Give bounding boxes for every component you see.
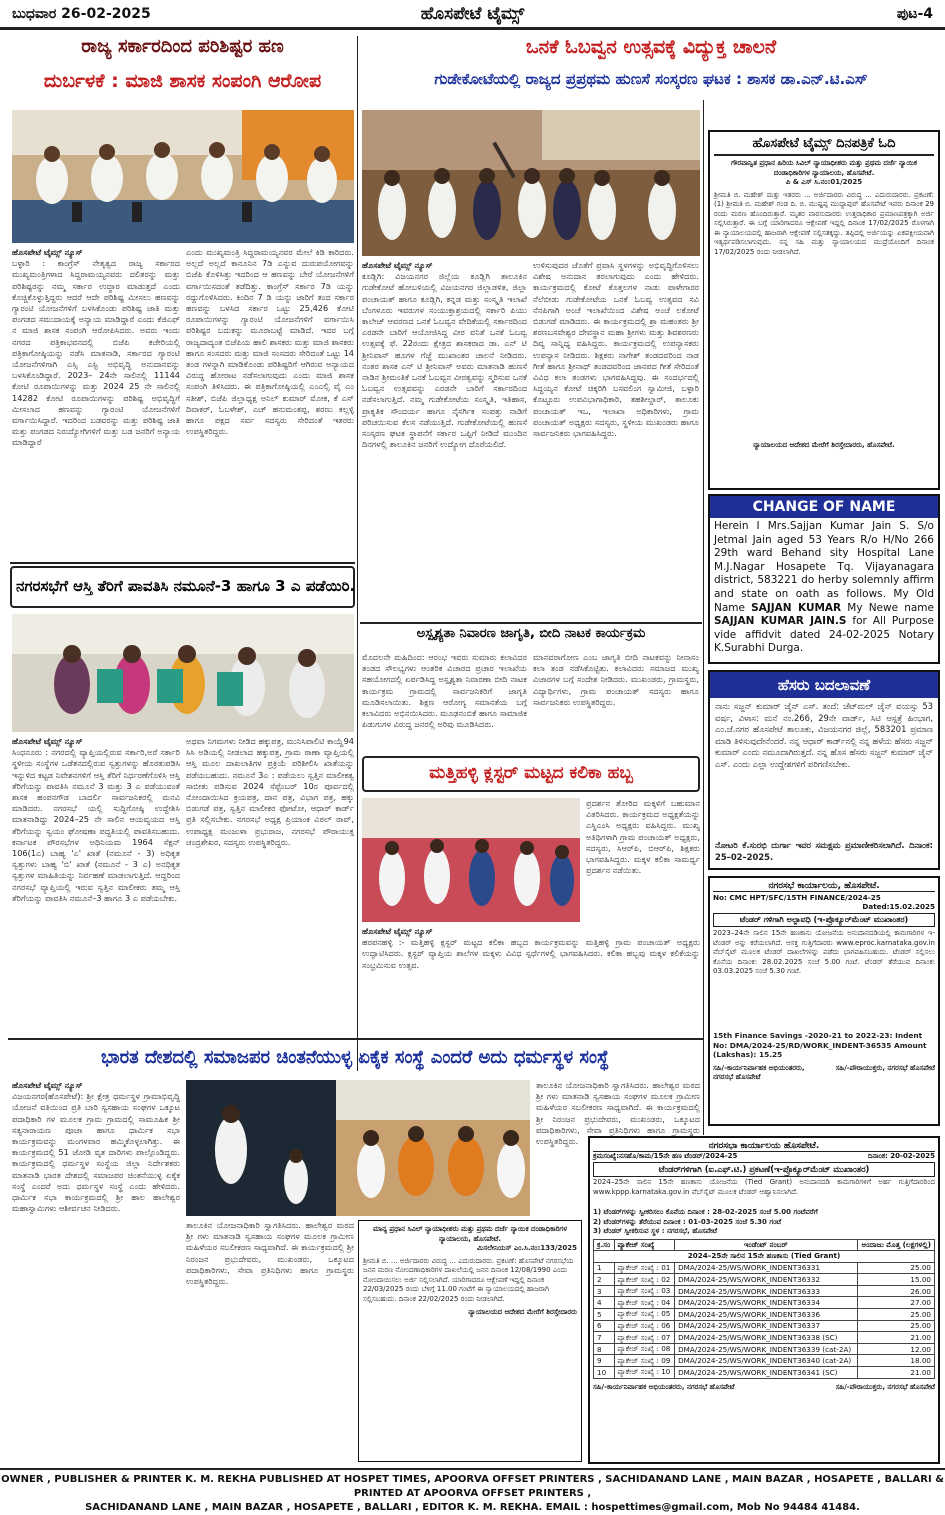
cell-no: 2 [594, 1274, 615, 1286]
court-notice-bottom [358, 1220, 582, 1462]
change-of-name-en [708, 494, 940, 664]
tender1-dated: Dated:15.02.2025 [862, 902, 935, 911]
old-name-trailer: My [847, 601, 863, 614]
story1-text-col1: ಬಳ್ಳಾರಿ : ಕಾಂಗ್ರೆಸ್ ನೇತೃತ್ವದ ರಾಜ್ಯ ಸರ್ಕಾರದ ಮುಖ್ಯಮಂತ್ರಿಗಳಾದ ಸಿದ್ದರಾಮಯ್ಯನವರು ದಲಿತರನ್ನು ಮತ್ತು ಪರಿಶಿಷ್ಟರನ್ನು ನಮ್ಮ ಸರ್ಕಾರ ಉದ್ಧಾರ ಮಾಡುತ್ತದೆ ಎಂದು ಕೊಚ್ಚಿಕೊಳ್ಳುತ್ತಿದ್ದರು ಆದರೆ ಆದೇ ಪರಿಶಿಷ್ಟ ಮೀಸಲು ಹಣವನ್ನು ಗ್ಯಾರಂಟಿ ಯೋಜನೆಗಳಿಗೆ ಬಳಸಿಕೊಂಡು ಪರಿಶಿಷ್ಟ ಜಾತಿ ಮತ್ತು ಪಂಗಡದ ಸಮುದಾಯಕ್ಕೆ ಅನ್ಯಾಯ ಮಾಡಿದ್ದಾರೆ ಎಂದು ಕೆಜಿಎಫ್ ನ ಮಾಜಿ ಶಾಸಕ ಸಂಪಂಗಿ ಆರೋಪಿಸಿದರು. ಅವರು ಇಂದು ನಗರದ ಪತ್ರಿಕಾಭವನದಲ್ಲಿ ಬಿಜೆಪಿ ಕಚೇರಿಯಲ್ಲಿ ಪತ್ರಿಕಾಗೋಷ್ಠಿಯನ್ನು ನಡೆಸಿ ಮಾತನಾಡಿ, ಸರ್ಕಾರದ ಗ್ಯಾರಂಟಿ ಯೋಜನೆಗಳಿಗಾಗಿ ಎಸ್ಸಿ ಎಸ್ಟಿ ಅಭಿವೃದ್ಧಿ ಅನುದಾನವನ್ನು ಬಳಸಿಕೊಂಡಿದ್ದಾರೆ. 2023– 24ನೇ ಸಾಲಿನಲ್ಲಿ 11144 ಕೋಟಿ ರೂಪಾಯಿಗಳನ್ನು ಮತ್ತು 2024 25 ನೇ ಸಾಲಿನಲ್ಲಿ 14282 ಕೋಟಿ ರೂಪಾಯಿಗಳನ್ನು ಪರಿಶಿಷ್ಟ ಅಭಿವೃದ್ಧಿಗೆ ಮೀಸಲಾದ ಹಣವನ್ನು ಗ್ಯಾರಂಟಿ ಯೋಜನೆಗಳಿಗೆ ವರ್ಗಾಯಿಸಿದ್ದಾರೆ. ಇದರಿಂದ ಬಡವರನ್ನು ಮತ್ತು ಪರಿಶಿಷ್ಟ ಜಾತಿ ಮತ್ತು ಪಂಗಡದ ನಿರುದ್ಯೋಗಿಗಳಿಗೆ ಮತ್ತು ಬಡ ಜನರಿಗೆ ಅನ್ಯಾಯ ಮಾಡಿದ್ದಾರೆ [12, 258, 180, 448]
story6-headline: ಭಾರತ ದೇಶದಲ್ಲಿ ಸಮಾಜಪರ ಚಿಂತನೆಯುಳ್ಳ ಏಕೈಕ ಸಂಸ್ಥೆ ಎಂದರೆ ಅದು ಧರ್ಮಸ್ಥಳ ಸಂಸ್ಥೆ [100, 1047, 610, 1068]
section-rule [8, 1038, 703, 1040]
cell-indent: DMA/2024-25/WS/WORK_INDENT36334 [675, 1297, 857, 1309]
story2-text-col2: ಉಳಿಸುವುದರ ಜೊತೆಗೆ ಪ್ರವಾಸಿ ಸ್ಥಳಗಳನ್ನು ಅಭಿವೃದ್ಧಿಗೊಳಿಸಲು ವಿಶೇಷ ಅನುದಾನ ತರಲಾಗುವುದು ಎಂದು ಹೇಳಿದರು. ಕಾರ್ಯಕ್ರಮದಲ್ಲಿ ಕೋಟೆ ಕೊತ್ತಲಗಳ ನಾಡು ಪಾಳೇಗಾರರ ನೆಲೆಬೀಡು ಗುಡೇಕೋಟೆಯ ಒನಕೆ ಓಬವ್ವ ಉತ್ಸವದ ಸವಿ ನೆನಪಿಗಾಗಿ ಅಂಚೆ ಇಲಾಖೆಯಿಂದ ವಿಶೇಷ ಅಂಚೆ ಲಕೋಟೆ ಬಿಡುಗಡೆ ಮಾಡಿದರು. ಈ ಕಾರ್ಯಕ್ರಮದಲ್ಲಿ ಶ್ರಾ ಮಹಂತರು ಶ್ರೀ ಶರಣಬಸವೇಶ್ವರ ದೇವಸ್ಥಾನ ಮಹಾ ಶ್ರೀಗಳು ಮತ್ತು ಶಿವಶರಣರು ದಿವ್ಯ ಸಾನ್ನಿಧ್ಯ ವಹಿಸಿದ್ದರು. ಕಾರ್ಯಕ್ರಮದಲ್ಲಿ ಉಪನ್ಯಾಸಕರು ಉಪನ್ಯಾಸ ನೀಡಿದರು. ಶಿಕ್ಷಕರು ನಾಗೇಶ್ ತಂಡದವರಿಂದ ನಾಡ ಗೀತೆ ಹಾಗೂ ಶ್ರೀನಾಥ್ ತಂಡದವರಿಂದ ಜಾನಪದ ಗೀತೆ ಸೇರಿದಂತೆ ವಿವಿಧ ಕಲಾ ತಂಡಗಳು ಭಾಗವಹಿಸಿದ್ದವು. ಈ ಸಂದರ್ಭದಲ್ಲಿ ಸಿದ್ಧಯ್ಯನ ಕೋಟೆ ಚಿಕ್ಕರಿಗಿ ಬಸವಲಿಂಗ ಸ್ವಾಮೀಜಿ, ಬಳ್ಳಾರಿ ಕೊಟ್ಟೂರು ಉಪವಿಭಾಗಾಧಿಕಾರಿ, ತಹಶೀಲ್ದಾರ್, ತಾಲೂಕು ಪಂಚಾಯತ್ ಇಒ, ಇಲಾಖಾ ಅಧಿಕಾರಿಗಳು, ಗ್ರಾಮ ಪಂಚಾಯತ್ ಅಧ್ಯಕ್ಷರು ಸದಸ್ಯರು, ಸ್ಥಳೀಯ ಮುಖಂಡರು ಹಾಗೂ ಸಾರ್ವಜನಿಕರು ಭಾಗವಹಿಸಿದ್ದರು. [533, 260, 699, 439]
old-name-label: My Old Name [714, 587, 934, 614]
court-notice-bottom-sign: ನ್ಯಾಯಾಲಯದ ಆದೇಶದ ಮೇರೆಗೆ ಶಿರಸ್ತೇದಾರರು [468, 1308, 577, 1316]
story6-body-col2-top [536, 1080, 700, 1147]
story6-photo [186, 1080, 530, 1216]
story4-text-col1: ಮೊದಲನೇ ಮಹಿದಿಂದ: ಆರಂಭ ಇವರು ಸುಮಾರು ಕಲಾವಿದರ ತಂಡದ ಸೌಲಭ್ಯಗಳು ಆಂತರಿಕ ವಿಚಾರದ ಪ್ರಚಾರ ಇಲಾಖೆಯ ಸಹಯೋಗದಲ್ಲಿ ಏರ್ಪಡಿಸಿದ್ದ ಅಸ್ಪೃಶ್ಯತಾ ನಿವಾರಣಾ ಬೀದಿ ನಾಟಕ ಕಾರ್ಯಕ್ರಮ ಗ್ರಾಮದಲ್ಲಿ ಸಾರ್ವಜನಿಕರಿಗೆ ಜಾಗೃತಿ ಮೂಡಿಸಲಾಯಿತು. ಶಿಕ್ಷಣ ಆರೋಗ್ಯ ಸಮಾನತೆಯ ಬಗ್ಗೆ ಕಲಾವಿದರು ಅಭಿನಯಿಸಿದರು. ಮೂಢನಂಬಿಕೆ ಹಾಗೂ ಸಾಮಾಜಿಕ ಪಿಡುಗುಗಳ ವಿರುದ್ಧ ಜನರಲ್ಲಿ ಅರಿವು ಮೂಡಿಸಿದರು. [362, 652, 527, 730]
cell-no: 3 [594, 1285, 615, 1297]
cell-package: ಪ್ಯಾಕೇಜ್ ಸಂಖ್ಯೆ : 06 [614, 1320, 675, 1332]
tender2-date-3: 3) ಟೆಂಡರ್ ಸ್ವೀಕರಿಸುವ ಸ್ಥಳ : ನಗರಸಭೆ, ಹೊಸಪೇಟೆ [593, 1227, 718, 1235]
tender2-office: ನಗರಸಭಾ ಕಾರ್ಯಾಲಯ ಹೊಸಪೇಟೆ. [593, 1141, 935, 1152]
cell-package: ಪ್ಯಾಕೇಜ್ ಸಂಖ್ಯೆ : 03 [614, 1285, 675, 1297]
cell-indent: DMA/2024-25/WS/WORK_INDENT36338 (SC) [675, 1332, 857, 1344]
story6-body-col3 [186, 1220, 354, 1462]
header-no: ಕ್ರ.ಸಂ [594, 1239, 615, 1251]
tender-notice-1 [708, 876, 940, 1126]
section-rule [10, 562, 355, 564]
story5-text-right: ಪ್ರದರ್ಶನ ತೋರಿದ ಮಕ್ಕಳಿಗೆ ಬಹುಮಾನ ವಿತರಿಸಿದರು. ಕಾರ್ಯಕ್ರಮದ ಅಧ್ಯಕ್ಷತೆಯನ್ನು ಎಸ್ಡಿಎಂಸಿ ಅಧ್ಯಕ್ಷರು ವಹಿಸಿದ್ದರು. ಮುಖ್ಯ ಅತಿಥಿಗಳಾಗಿ ಗ್ರಾಮ ಪಂಚಾಯತ್ ಅಧ್ಯಕ್ಷರು, ಸದಸ್ಯರು, ಸಿಆರ್‌ಪಿ, ಬಿಆರ್‌ಪಿ, ಶಿಕ್ಷಕರು ಭಾಗವಹಿಸಿದ್ದರು. ಮಕ್ಕಳ ಕಲಿಕಾ ಸಾಮರ್ಥ್ಯ ಪ್ರದರ್ಶನ ನಡೆಯಿತು. [586, 798, 700, 876]
cell-amount: 25.00 [857, 1309, 935, 1321]
story2-photo [362, 110, 700, 256]
story1-body-col1 [12, 247, 180, 559]
story3-dateline: ಹೊಸಪೇಟೆ ಟೈಮ್ಸ್ ನ್ಯೂಸ್ [12, 736, 83, 746]
cell-amount: 21.00 [857, 1332, 935, 1344]
story3-body-col1 [12, 736, 180, 1036]
change-of-name-en-text: Herein I Mrs.Sajjan Kumar Jain S. S/o Jetmal Jain aged 53 Years R/o H/No 266 29th ward Behand sity Hospital Lane M.J.Nagar Hosapete Tq. Vijayanagara district, 583221 do herby solemnly affirm and state on oath as follows. [714, 520, 934, 600]
tender2-dated: ದಿನಾಂಕ: 20-02-2025 [867, 1152, 935, 1160]
cell-amount: 12.00 [857, 1343, 935, 1355]
tender2-sign-left: ಸಹಿ/-ಕಾರ್ಯನಿರ್ವಾಹಕ ಅಭಿಯಂತರರು, ನಗರಸಭೆ ಹೊಸಪೇಟೆ [593, 1382, 735, 1391]
imprint-footer [0, 1468, 945, 1513]
page-number: ಪುಟ-4 [896, 6, 933, 22]
story5-photo [362, 798, 580, 922]
group-label: 2024–25ನೇ ಸಾಲಿನ 15ನೇ ಹಣಕಾಸು (Tied Grant) [594, 1251, 935, 1263]
court-notice-top-body: ಶ್ರೀಮತಿ ಬಿ. ಮಹೇಶ್ ಮತ್ತು ಇತರರು ... ಅರ್ಜಿದಾರರು ವಿರುದ್ಧ ... ಎದುರುದಾರರು. ಪ್ರಕಟಣೆ: (1) ಶ್ರೀಮತಿ ಬಿ. ಮಹೇಶ್ ಗಂಡ ದಿ. ಬಿ. ಮುಷ್ಟಪ್ಪ ಮುದ್ದಾಪುರ್ ಹೊಸಪೇಟೆ ಇವರು ದಿನಾಂಕ 29 ರಂದು ಮರಣ ಹೊಂದಿರುತ್ತಾರೆ. ಮೃತರ ವಾರಸುದಾರರು ಉತ್ತರಾಧಿಕಾರ ಪ್ರಮಾಣಪತ್ರಕ್ಕಾಗಿ ಅರ್ಜಿ ಸಲ್ಲಿಸಿರುತ್ತಾರೆ. ಈ ಬಗ್ಗೆ ಯಾರಿಗಾದರೂ ಆಕ್ಷೇಪಣೆ ಇದ್ದಲ್ಲಿ ದಿನಾಂಕ 17/02/2025 ರೊಳಗಾಗಿ ಈ ನ್ಯಾಯಾಲಯದಲ್ಲಿ ಹಾಜರಾಗಿ ಆಕ್ಷೇಪಣೆ ಸಲ್ಲಿಸತಕ್ಕದ್ದು. ತಪ್ಪಿದಲ್ಲಿ ಅರ್ಜಿಯನ್ನು ಏಕಪಕ್ಷೀಯವಾಗಿ ಇತ್ಯರ್ಥಪಡಿಸಲಾಗುವುದು. ನನ್ನ ಸಹಿ ಮತ್ತು ನ್ಯಾಯಾಲಯದ ಮುದ್ರೆಯೊಂದಿಗೆ ದಿನಾಂಕ 17/02/2025 ರಂದು ನೀಡಲಾಗಿದೆ. [714, 190, 934, 256]
imprint-line1: OWNER , PUBLISHER & PRINTER K. M. REKHA PUBLISHED AT HOSPET TIMES, APOORVA OFFSET PRINTERS , SACHIDANAND LANE , MAIN BAZAR , HOSAPETE , BALLARI & PRINTED AT APOORVA OFFSET PRINTERS , [1, 1474, 944, 1499]
story5-headline: ಮತ್ತಿಹಳ್ಳಿ ಕ್ಲಸ್ಟರ್ ಮಟ್ಟದ ಕಲಿಕಾ ಹಬ್ಬ [362, 756, 700, 792]
table-row [594, 1355, 935, 1367]
tender1-ref-row [713, 893, 935, 902]
cell-indent: DMA/2024-25/WS/WORK_INDENT36333 [675, 1285, 857, 1297]
story1-text-col2: ಎಂದು ಮುಖ್ಯಮಂತ್ರಿ ಸಿದ್ದರಾಮಯ್ಯನವರ ಮೇಲೆ ಕಿಡಿ ಕಾರಿದರು. ಅಲ್ಲದೆ ಅಲ್ಲದೆ ಕಾನೂನಿನ 7ಡಿ ಎನ್ನುವ ದುರುಪಯೋಗವನ್ನು ಬಿಜೆಪಿ ಕೊಳಿಸಿತ್ತು ಇದರಿಂದ ಆ ಹಣವನ್ನು ಬೇರೆ ಯೋಜನೆಗಳಿಗೆ ವರ್ಗಾಯಿಸದಂತೆ ತಡೆದಿತ್ತು. ಕಾಂಗ್ರೆಸ್ ಸರ್ಕಾರ 7ಡಿ ಯನ್ನು ರದ್ದುಗೊಳಿಸಿದರು. ಕಿಂದಿನ 7 ಡಿ ಯನ್ನು ಜಾರಿಗೆ ತಂದ ಸರ್ಕಾರ ಹಣವನ್ನು ಬಳಸಿದ ಸರ್ಕಾರ ಒಟ್ಟು 25,426 ಕೋಟಿ ರೂಪಾಯಿಗಳನ್ನು ಗ್ಯಾರಂಟಿ ಯೋಜನೆಗಳಿಗೆ ವರ್ಗಾಯಿಸಿ ಪರಿಶಿಷ್ಟರ ಬದುಕನ್ನು ಮೂರಾಬಟ್ಟೆ ಮಾಡಿದೆ. ಇದರ ಬಗ್ಗೆ ರಾಜ್ಯದಾದ್ಯಂತ ಬಿಜೆಪಿಯ ಹಾಲಿ ಶಾಸಕರು ಮತ್ತು ಮಾಜಿ ಶಾಸಕರು ಹಾಗೂ ಸಂಸದರು ಮತ್ತು ಮಾಜಿ ಸಂಸದರು ಸೇರಿದಂತೆ ಒಟ್ಟು 14 ತಂಡ ಗಳನ್ನಾಗಿ ಮಾಡಿಕೊಂಡು ಪರಿಶಿಷ್ಟರಿಗೆ ಆಗಿರುವ ಅನ್ಯಾಯದ ವಿರುದ್ಧ ಹೋರಾಟ ನಡೆಸಲಾಗುವುದು ಎಂದು ಮಾಜಿ ಶಾಸಕ ಸಂಪಂಗಿ ತಿಳಿಸಿದರು. ಈ ಪತ್ರಿಕಾಗೋಷ್ಠಿಯಲ್ಲಿ ಎಂಎಲ್ಸಿ ವೈ ಎಂ ಸತೀಶ್, ಬಿಜೆಪಿ ಜಿಲ್ಲಾಧ್ಯಕ್ಷ ಅನಿಲ್ ಕುಮಾರ್ ಮೋಕ, ಕೆ ಎಸ್ ದಿವಾಕರ್, ಓಬಳೇಶ್, ಎಚ್ ಹನುಮಂತಪ್ಪ, ಶರಣು ಕಲ್ಲಳ್ಳಿ ಹಾಗೂ ಪಕ್ಷದ ಸರ್ವ ಸದಸ್ಯರು ಸೇರಿದಂತೆ ಇತರರು ಉಪಸ್ಥಿತರಿದ್ದರು. [186, 247, 354, 437]
story3-photo [12, 614, 354, 732]
story6-text-col3: ತಾಲೂಕಿನ ಯೋಜನಾಧಿಕಾರಿ ಸ್ವಾಗತಿಸಿದರು. ಹಾಲೇಶ್ವರ ಮಠದ ಶ್ರೀ ಗಳು ಮಾತನಾಡಿ ಸ್ವಸಹಾಯ ಸಂಘಗಳ ಮೂಲಕ ಗ್ರಾಮೀಣ ಮಹಿಳೆಯರ ಸಬಲೀಕರಣ ಸಾಧ್ಯವಾಗಿದೆ. ಈ ಕಾರ್ಯಕ್ರಮದಲ್ಲಿ ಶ್ರೀ ನಿರಂಜನ ಪ್ರಭುದೇವರು, ಮುಖಂಡರು, ಒಕ್ಕೂಟದ ಪದಾಧಿಕಾರಿಗಳು, ಸೇವಾ ಪ್ರತಿನಿಧಿಗಳು ಹಾಗೂ ಗ್ರಾಮಸ್ಥರು ಉಪಸ್ಥಿತರಿದ್ದರು. [186, 1220, 354, 1287]
cell-no: 10 [594, 1367, 615, 1379]
story6-dateline: ಹೊಸಪೇಟೆ ಟೈಮ್ಸ್ ನ್ಯೂಸ್ [12, 1080, 83, 1090]
cell-no: 7 [594, 1332, 615, 1344]
tender2-table-header [594, 1239, 935, 1251]
table-row [594, 1309, 935, 1321]
story5-body-bottom [362, 926, 700, 1036]
tender1-ref: No: CMC HPT/SFC/15TH FINANCE/2024-25 [713, 893, 881, 902]
court-notice-top-header: ಹೊಸಪೇಟೆ ಟೈಮ್ಸ್ ದಿನಪತ್ರಿಕೆ ಓದಿ [714, 136, 934, 156]
tender1-sign-right: ಸಹಿ/-ಪೌರಾಯುಕ್ತರು, ನಗರಸಭೆ ಹೊಸಪೇಟೆ [835, 1063, 935, 1072]
table-row [594, 1332, 935, 1344]
story2-body-col1 [362, 260, 527, 620]
cell-no: 4 [594, 1297, 615, 1309]
story6-text-col2: ತಾಲೂಕಿನ ಯೋಜನಾಧಿಕಾರಿ ಸ್ವಾಗತಿಸಿದರು. ಹಾಲೇಶ್ವರ ಮಠದ ಶ್ರೀ ಗಳು ಮಾತನಾಡಿ ಸ್ವಸಹಾಯ ಸಂಘಗಳ ಮೂಲಕ ಗ್ರಾಮೀಣ ಮಹಿಳೆಯರ ಸಬಲೀಕರಣ ಸಾಧ್ಯವಾಗಿದೆ. ಈ ಕಾರ್ಯಕ್ರಮದಲ್ಲಿ ಶ್ರೀ ನಿರಂಜನ ಪ್ರಭುದೇವರು, ಮುಖಂಡರು, ಒಕ್ಕೂಟದ ಪದಾಧಿಕಾರಿಗಳು, ಸೇವಾ ಪ್ರತಿನಿಧಿಗಳು ಹಾಗೂ ಗ್ರಾಮಸ್ಥರು ಉಪಸ್ಥಿತರಿದ್ದರು. [536, 1080, 700, 1147]
cell-amount: 27.00 [857, 1297, 935, 1309]
story4-headline: ಅಸ್ಪೃಶ್ಯತಾ ನಿವಾರಣ ಜಾಗೃತಿ, ಬೀದಿ ನಾಟಕ ಕಾರ್ಯಕ್ರಮ [416, 626, 646, 641]
court-notice-bottom-case: ಮಿಸಲೇನಿಯಸ್ ಎಂ.ಸಿ.ನಂ:133/2025 [476, 1244, 577, 1252]
story2-text-col1: ಕೂಡ್ಲಿಗಿ: ವಿಜಯನಗರ ಜಿಲ್ಲೆಯ ಕೂಡ್ಲಿಗಿ ತಾಲೂಕಿನ ಗುಡೇಕೋಟೆ ಹೋಬಳಿಯಲ್ಲಿ ವಿಜಯನಗರ ಜಿಲ್ಲಾಡಳಿತ, ಜಿಲ್ಲಾ ಪಂಚಾಯತ್ ಹಾಗೂ ಕೂಡ್ಲಿಗಿ, ಕನ್ನಡ ಮತ್ತು ಸಂಸ್ಕೃತಿ ಇಲಾಖೆ ಬೆಂಗಳೂರು ಇವರುಗಳ ಸಂಯುಕ್ತಾಶ್ರಯದಲ್ಲಿ ಸರ್ಕಾರಿ ಪಿಯು ಕಾಲೇಜ್ ಆವರಣದ ಒನಕೆ ಓಬವ್ವನ ವೇದಿಕೆಯಲ್ಲಿ ಸರ್ಕಾರದಿಂದ ಎರಡನೇ ಬಾರಿಗೆ ಆಯೋಜಿಸಿದ್ದ ವೀರ ವನಿತೆ ಒನಕೆ ಓಬವ್ವ ಉತ್ಸವಕ್ಕೆ ಫೆ. 22ರಂದು ಕ್ಷೇತ್ರದ ಶಾಸಕರಾದ ಡಾ. ಎನ್ ಟಿ ಶ್ರೀನಿವಾಸ್ ಹೂಗಳ ಗೆಜ್ಜೆ ಮುಖಾಂತರ ಚಾಲನೆ ನೀಡಿದರು. ನಂತರ ಶಾಸಕ ಎನ್ ಟಿ ಶ್ರೀನಿವಾಸ್ ಅವರು ಮಾತನಾಡಿ ಹುಣಸೆ ನಾಡಿನ ಶ್ರೀಮಂತಿಕೆ ಒನಕೆ ಓಬವ್ವನ ವೀರತ್ವವನ್ನು ಸ್ಮರಿಸುವ ಒನಕೆ ಓಬವ್ವನ ಉತ್ಸವವನ್ನು ಎರಡನೇ ಬಾರಿಗೆ ಸರ್ಕಾರದಿಂದ ನಡೆಸಲಾಗುತ್ತಿದೆ. ನಮ್ಮ ಗುಡೇಕೋಟೆಯ ಸಂಸ್ಕೃತಿ, ಇತಿಹಾಸ, ಪ್ರಾಕೃತಿಕ ಸೌಂದರ್ಯ ಹಾಗೂ ನೈಸರ್ಗಿಕ ಸಂಪತ್ತು ನಾಡಿಗೆ ಪರಿಚಯಿಸುವ ಕೆಲಸ ನಡೆಯುತ್ತಿದೆ. ಗುಡೇಕೋಟೆಯಲ್ಲಿ ಹುಣಸೆ ಸಂಸ್ಕರಣ ಘಟಕ ಸ್ಥಾಪನೆಗೆ ಸರ್ಕಾರ ಒಪ್ಪಿಗೆ ನೀಡಿದೆ ಮುಂದಿನ ದಿನಗಳಲ್ಲಿ ತಾಲೂಕಿನ ಜನರಿಗೆ ಉದ್ಯೋಗ ದೊರೆಯಲಿದೆ. [362, 271, 527, 450]
change-of-name-en-body [710, 518, 938, 658]
change-of-name-kn-body: ನಾನು ಸಜ್ಜನ್ ಕುಮಾರ್ ಜೈನ್ ಎಸ್. ತಂದೆ: ಜೆಟ್‌ಮಲ್ ಜೈನ್ ವಯಸ್ಸು 53 ವರ್ಷ, ವಿಳಾಸ: ಮನೆ ನಂ.266, 29ನೇ ವಾರ್ಡ್, ಸಿಟಿ ಆಸ್ಪತ್ರೆ ಹಿಂಭಾಗ, ಎಂ.ಜೆ.ನಗರ ಹೊಸಪೇಟೆ ತಾಲೂಕು, ವಿಜಯನಗರ ಜಿಲ್ಲೆ, 583201 ಪ್ರಮಾಣ ಮಾಡಿ ತಿಳಿಸುವುದೇನೆಂದರೆ. ನನ್ನ ಆಧಾರ್ ಕಾರ್ಡ್‌ನಲ್ಲಿ ನನ್ನ ಹಳೆಯ ಹೆಸರು ಸಜ್ಜನ್ ಕುಮಾರ್ ಎಂದು ನಮೂದಾಗಿರುತ್ತದೆ. ನನ್ನ ಹೊಸ ಹೆಸರು ಸಜ್ಜನ್ ಕುಮಾರ್ ಜೈನ್ ಎಸ್. ಎಂದು ಎಲ್ಲಾ ಉದ್ದೇಶಗಳಿಗೆ ಪರಿಗಣಿಸಬೇಕು. [715, 701, 933, 769]
old-name-value: SAJJAN KUMAR [751, 601, 842, 614]
imprint-line2: SACHIDANAND LANE , MAIN BAZAR , HOSAPETE , BALLARI , EDITOR K. M. REKHA. EMAIL : hospettimes@gmail.com, Mob No 94484 41484. [85, 1502, 860, 1513]
story3-headline: ನಗರಸಭೆಗೆ ಆಸ್ತಿ ತೆರಿಗೆ ಪಾವತಿಸಿ ನಮೂನೆ-3 ಹಾಗೂ 3 ಎ ಪಡೆಯಿರಿ. [10, 566, 355, 608]
cell-indent: DMA/2024-25/WS/WORK_INDENT36332 [675, 1274, 857, 1286]
tender-notice-2 [588, 1136, 940, 1464]
new-name-value: SAJJAN KUMAR JAIN.S [714, 615, 847, 628]
header-indent: ಇಂಡೆಂಟ್ ನಂಬರ್ [675, 1239, 857, 1251]
story2-dateline: ಹೊಸಪೇಟೆ ಟೈಮ್ಸ್ ನ್ಯೂಸ್ [362, 260, 433, 270]
cell-package: ಪ್ಯಾಕೇಜ್ ಸಂಖ್ಯೆ : 07 [614, 1332, 675, 1344]
tender2-table [593, 1239, 935, 1379]
cell-indent: DMA/2024-25/WS/WORK_INDENT36336 [675, 1309, 857, 1321]
header-amount: ಅಂದಾಜು ಮೊತ್ತ (ಲಕ್ಷಗಳಲ್ಲಿ) [857, 1239, 935, 1251]
change-of-name-kn-header: ಹೆಸರು ಬದಲಾವಣೆ [710, 672, 938, 698]
cell-indent: DMA/2024-25/WS/WORK_INDENT36331 [675, 1262, 857, 1274]
cell-package: ಪ್ಯಾಕೇಜ್ ಸಂಖ್ಯೆ : 01 [614, 1262, 675, 1274]
story3-text-col1: ಸಿಂಧನೂರು : ನಗರದಲ್ಲಿ ವ್ಯಾಪ್ತಿಯಲ್ಲಿರುವ ಸರ್ಕಾರಿ,ಅರೆ ಸರ್ಕಾರಿ ಸ್ಥಳೀಯ ಸಂಸ್ಥೆಗಳ ಒಡೆತನದಲ್ಲಿರುವ ಸ್ವತ್ತುಗಳನ್ನು ಹೊರತುಪಡಿಸಿ ಇನ್ನುಳಿದ ಕಟ್ಟಡ ನಿವೇಶನಗಳಿಗೆ ಆಸ್ತಿ ತೆರಿಗೆ ನಿರ್ಧರಣೆಗೊಳಿಸಿ ಆಸ್ತಿ ತೆರಿಗೆಯನ್ನು ಪಾವತಿಸಿ ನಮೂನೆ 3 ಮತ್ತು 3 ಎ ಪಡೆಯುವಂತೆ ಶಾಸಕ ಹಂಪನಗೌಡ ಬಾದರ್ಲಿ ಸಾರ್ವಜನಿಕರಲ್ಲಿ ಮನವಿ ಮಾಡಿದರು. ನಗರಸಭೆ ಯಲ್ಲಿ ಸುದ್ದಿಗೋಷ್ಠಿ ಉದ್ದೇಶಿಸಿ ಮಾತನಾಡಿದ್ದು 2024–25 ನೇ ಸಾಲಿನ ಆಯವ್ಯಯದ ಆಸ್ತಿ ತೆರಿಗೆಯನ್ನು ಸ್ವಯಂ ಘೋಷಣಾ ಪದ್ಧತಿಯಲ್ಲಿ ಪಾವತಿಸಬಹುದು. ಕರ್ನಾಟಕ ಪೌರಸಭೆಗಳ ಅಧಿನಿಯಮ 1964 ಸೆಕ್ಷನ್ 106(1ಎ) ಬಾಹ್ಯ 'ಎ' ಖಾತೆ (ನಮೂನೆ - 3) ಅಧಿಕೃತ ಸ್ವತ್ತುಗಳು ಬಾಹ್ಯ 'ಬಿ' ಖಾತೆ (ನಮೂನೆ - 3 ಎ) ಅನಧಿಕೃತ ಸ್ವತ್ತುಗಳ ಮಾಹಿತಿಯನ್ನು ನಿರ್ವಹಣೆ ಮಾಡಲಾಗುತ್ತಿದೆ. ಆದ್ದರಿಂದ ನಗರಸಭೆ ವ್ಯಾಪ್ತಿಯಲ್ಲಿ ಇರುವ ಸ್ವತ್ತಿನ ಮಾಲೀಕರು ತಮ್ಮ ಆಸ್ತಿ ತೆರಿಗೆಯನ್ನು ಪಾವತಿಸಿ ನಮೂನೆ–3 ಹಾಗೂ 3 ಎ ಪಡೆಯಬೇಕು. [12, 747, 180, 903]
cell-no: 5 [594, 1309, 615, 1321]
tender1-body: 2023–24ನೇ ಸಾಲಿನ 15ನೇ ಹಣಕಾಸು ಯೋಜನೆಯ ಅನುದಾನದಡಿಯಲ್ಲಿ ಕಾಮಗಾರಿಗಳ ಇ-ಟೆಂಡರ್ ಅನ್ನು ಕರೆಯಲಾಗಿದೆ. ಆಸಕ್ತ ಗುತ್ತಿಗೆದಾರರು www.eproc.karnataka.gov.in ವೆಬ್‌ಸೈಟ್ ಮೂಲಕ ಟೆಂಡರ್ ದಾಖಲೆಗಳನ್ನು ಪಡೆದು ಭಾಗವಹಿಸಬಹುದು. ಟೆಂಡರ್ ಸಲ್ಲಿಸಲು ಕೊನೆಯ ದಿನಾಂಕ: 28.02.2025 ಸಂಜೆ 5.00 ಗಂಟೆ. ಟೆಂಡರ್ ತೆರೆಯುವ ದಿನಾಂಕ: 03.03.2025 ಸಂಜೆ 5.30 ಗಂಟೆ. [713, 929, 935, 975]
tender2-sign-right: ಸಹಿ/-ಪೌರಾಯುಕ್ತರು, ನಗರಸಭೆ ಹೊಸಪೇಟೆ [835, 1382, 935, 1391]
cell-amount: 25.00 [857, 1320, 935, 1332]
court-notice-bottom-body: ಶ್ರೀಮತಿ ಬಿ. ... ಅರ್ಜಿದಾರರು ವಿರುದ್ಧ ... ಎದುರುದಾರರು. ಪ್ರಕಟಣೆ: ಹೊಸಪೇಟೆ ನಗರಸಭೆಯ ಜನನ ಮರಣ ನೋಂದಣಾಧಿಕಾರಿಗಳ ದಾಖಲೆಯಲ್ಲಿ ಜನನ ದಿನಾಂಕ 12/08/1990 ಎಂದು ನೋಂದಾಯಿಸಲು ಅರ್ಜಿ ಸಲ್ಲಿಸಲಾಗಿದೆ. ಯಾರಿಗಾದರೂ ಆಕ್ಷೇಪಣೆ ಇದ್ದಲ್ಲಿ ದಿನಾಂಕ 22/03/2025 ರಂದು ಬೆಳಿಗ್ಗೆ 11.00 ಗಂಟೆಗೆ ಈ ನ್ಯಾಯಾಲಯದಲ್ಲಿ ಹಾಜರಾಗಿ ಸಲ್ಲಿಸಬಹುದು. ದಿನಾಂಕ 22/02/2025 ರಂದು ನೀಡಲಾಗಿದೆ. [363, 1256, 574, 1303]
cell-package: ಪ್ಯಾಕೇಜ್ ಸಂಖ್ಯೆ : 10 [614, 1367, 675, 1379]
story3-text-col2: ಅಥವಾ ನಿಗಮಗಳು ನೀಡಿದ ಹಕ್ಕುಪತ್ರ, ಮುನಿಸಿಪಾಲಿಟಿ ಕಾಯ್ದೆ94 ಸಿಸಿ ಅಡಿಯಲ್ಲಿ ನೀಡಲಾದ ಹಕ್ಕುಪತ್ರ, ಗ್ರಾಮ ಠಾಣಾ ವ್ಯಾಪ್ತಿಯಲ್ಲಿ ಆಸ್ತಿ ಮೂಲ ದಾಖಲಾತಿಗಳ ಪ್ರಕ್ರಿಯೆ ಪರಿಶೀಲಿಸಿ ಖಾತೆಯನ್ನು ಪಡೆಯಬಹುದು. ನಮೂನೆ 3ಎ : ಪಡೆಯಲು ಸ್ವತ್ತಿನ ಮಾಲೀಕತ್ವ ಸಾಬೀತು ಪಡಿಸುವ 2024 ಸೆಪ್ಟೆಂಬರ್ 10ರ ಪೂರ್ವದಲ್ಲಿ ನೋಂದಾಯಿಸಿದ ಕ್ರಯಪತ್ರ, ದಾನ ಪತ್ರ, ವಿಭಾಗ ಪತ್ರ, ಹಕ್ಕು ಬಿಡುಗಡೆ ಪತ್ರ, ಸ್ವತ್ತಿನ ಮಾಲೀಕರ ಫೋಟೋ, ಆಧಾರ್ ಕಾರ್ಡ್ ಪ್ರತಿ ಸಲ್ಲಿಸಬೇಕು. ನಗರಸಭೆ ಅಧ್ಯಕ್ಷ ಪ್ರಿಯಾಂಕ ವಿಠಲ್ ರಾವ್, ಉಪಾಧ್ಯಕ್ಷ ಮಂಜುಳಾ ಪ್ರಭುರಾಜ, ನಗರಸಭೆ ಪೌರಾಯುಕ್ತ ಚಂದ್ರಶೇಖರ, ಸದಸ್ಯರು ಉಪಸ್ಥಿತರಿದ್ದರು. [186, 736, 354, 847]
cell-no: 6 [594, 1320, 615, 1332]
issue-date: ಬುಧವಾರ 26-02-2025 [12, 6, 151, 22]
cell-indent: DMA/2024-25/WS/WORK_INDENT36337 [675, 1320, 857, 1332]
story5-body-right [586, 798, 700, 922]
story2-headline-line1: ಒನಕೆ ಓಬವ್ವನ ಉತ್ಸವಕ್ಕೆ ವಿದ್ಯುಕ್ತ ಚಾಲನೆ [525, 36, 777, 58]
court-notice-top-footer: ನ್ಯಾಯಾಲಯದ ಆದೇಶದ ಮೇರೆಗೆ ಶಿರಸ್ತೇದಾರರು, ಹೊಸಪೇಟೆ. [753, 440, 895, 449]
story2-headline-line2: ಗುಡೇಕೋಟೆಯಲ್ಲಿ ರಾಜ್ಯದ ಪ್ರಪ್ರಥಮ ಹುಣಸೆ ಸಂಸ್ಕರಣ ಘಟಕ : ಶಾಸಕ ಡಾ.ಎನ್.ಟಿ.ಎಸ್ [434, 70, 868, 88]
story4-text-col2: ಮಾನವರಾಗೋಣ ಎಂಬ ಜಾಗೃತಿ ಬೀದಿ ನಾಟಕವನ್ನು ನೀನಾಸಂ ಕಲಾ ತಂಡ ನಡೆಸಿಕೊಟ್ಟಿತು. ಕಲಾವಿದರು ಸಮಾಜದ ಮುಖ್ಯ ವಿಚಾರಗಳ ಬಗ್ಗೆ ಸಂದೇಶ ನೀಡಿದರು. ಮುಖಂಡರು, ಗ್ರಾಮಸ್ಥರು, ವಿದ್ಯಾರ್ಥಿಗಳು, ಗ್ರಾಮ ಪಂಚಾಯತ್ ಸದಸ್ಯರು ಹಾಗೂ ಸಾರ್ವಜನಿಕರು ಉಪಸ್ಥಿತರಿದ್ದರು. [533, 652, 699, 707]
tender1-sign-left: ಸಹಿ/-ಕಾರ್ಯನಿರ್ವಾಹಕ ಅಭಿಯಂತರರು, ನಗರಸಭೆ ಹೊಸಪೇಟೆ [713, 1063, 805, 1081]
tender2-table-group [594, 1251, 935, 1263]
cell-package: ಪ್ಯಾಕೇಜ್ ಸಂಖ್ಯೆ : 08 [614, 1343, 675, 1355]
cell-amount: 26.00 [857, 1285, 935, 1297]
change-of-name-en-tail: for All Purpose vide affidvit dated 24-02-2025 Notary K.Surabhi Durga. [714, 615, 934, 655]
newspaper-name: ಹೊಸಪೇಟೆ ಟೈಮ್ಸ್ [420, 4, 525, 24]
change-of-name-kn-tail: ನೋಟರಿ ಕೆ.ಸುರಭಿ ದುರ್ಗಾ ಇವರ ಸಮಕ್ಷಮ ಪ್ರಮಾಣೀಕರಿಸಲಾಗಿದೆ. ದಿನಾಂಕ: 25–02–2025. [715, 840, 933, 862]
story1-dateline: ಹೊಸಪೇಟೆ ಟೈಮ್ಸ್ ನ್ಯೂಸ್ [12, 247, 83, 257]
cell-indent: DMA/2024-25/WS/WORK_INDENT36341 (SC) [675, 1367, 857, 1379]
cell-indent: DMA/2024-25/WS/WORK_INDENT36340 (cat-2A) [675, 1355, 857, 1367]
story1-headline-line1: ರಾಜ್ಯ ಸರ್ಕಾರದಿಂದ ಪರಿಶಿಷ್ಟರ ಹಣ [81, 36, 284, 57]
header-package: ಪ್ಯಾಕೇಜ್ ಸಂಖ್ಯೆ [614, 1239, 675, 1251]
tender2-date-2: 2) ಟೆಂಡರ್‌ಗಳನ್ನು ತೆರೆಯುವ ದಿನಾಂಕ : 01-03-2025 ಸಂಜೆ 5.30 ಗಂಟೆ [593, 1217, 782, 1226]
story1-headline-line2: ದುರ್ಬಳಕೆ : ಮಾಜಿ ಶಾಸಕ ಸಂಪಂಗಿ ಆರೋಪ [43, 70, 322, 92]
court-notice-top-case: ಪಿ & ಎಸ್ ಸಿ.ನಂ:01/2025 [785, 178, 863, 186]
change-of-name-kn [708, 670, 940, 870]
story4-body-col1 [362, 652, 527, 752]
table-row [594, 1343, 935, 1355]
cell-package: ಪ್ಯಾಕೇಜ್ ಸಂಖ್ಯೆ : 04 [614, 1297, 675, 1309]
column-divider [357, 36, 358, 1071]
story1-photo [12, 110, 354, 243]
story6-body-col1 [12, 1080, 180, 1462]
section-rule [360, 622, 702, 624]
cell-package: ಪ್ಯಾಕೇಜ್ ಸಂಖ್ಯೆ : 09 [614, 1355, 675, 1367]
cell-package: ಪ್ಯಾಕೇಜ್ ಸಂಖ್ಯೆ : 05 [614, 1309, 675, 1321]
tender1-indent: 15th Finance Savings -2020-21 to 2022-23: Indent No: DMA/2024-25/RD/WORK_INDENT-36535 Amount (Lakshas): 15.25 [713, 1031, 927, 1059]
tender1-office: ನಗರಸಭೆ ಕಾರ್ಯಾಲಯ, ಹೊಸಪೇಟೆ. [713, 881, 935, 892]
new-name-label: Newe name [868, 601, 934, 614]
cell-package: ಪ್ಯಾಕೇಜ್ ಸಂಖ್ಯೆ : 02 [614, 1274, 675, 1286]
court-notice-bottom-court: ಮಾನ್ಯ ಪ್ರಧಾನ ಸಿವಿಲ್ ನ್ಯಾಯಾಧೀಶರು ಮತ್ತು ಪ್ರಥಮ ದರ್ಜೆ ನ್ಯಾಯಿಕ ದಂಡಾಧಿಕಾರಿಗಳ ನ್ಯಾಯಾಲಯ, ಹೊಸಪೇಟೆ. [372, 1225, 568, 1243]
tender1-subject: ಟೆಂಡರ್ ಗಳಿಗಾಗಿ ಅಲ್ಪಾವಧಿ (ಇ-ಪ್ರೊಕ್ಯೂರ್‌ಮೆಂಟ್ ಮುಖಾಂತರ) [713, 913, 935, 927]
cell-amount: 25.00 [857, 1262, 935, 1274]
cell-indent: DMA/2024-25/WS/WORK_INDENT36339 (cat-2A) [675, 1343, 857, 1355]
table-row [594, 1274, 935, 1286]
cell-amount: 21.00 [857, 1367, 935, 1379]
cell-amount: 18.00 [857, 1355, 935, 1367]
court-notice-top [708, 130, 940, 490]
story5-text-bottom: ಹರಪನಹಳ್ಳಿ :- ಮತ್ತಿಹಳ್ಳಿ ಕ್ಲಸ್ಟರ್ ಮಟ್ಟದ ಕಲಿಕಾ ಹಬ್ಬದ ಕಾರ್ಯಕ್ರಮವನ್ನು ಮತ್ತಿಹಳ್ಳಿ ಗ್ರಾಮ ಪಂಚಾಯತ್ ಅಧ್ಯಕ್ಷರು ಉದ್ಘಾಟಿಸಿದರು. ಕ್ಲಸ್ಟರ್ ವ್ಯಾಪ್ತಿಯ ಶಾಲೆಗಳ ಮಕ್ಕಳು ವಿವಿಧ ಸ್ಪರ್ಧೆಗಳಲ್ಲಿ ಭಾಗವಹಿಸಿದರು. ಕಲಿಕಾ ಹಬ್ಬವು ಮಕ್ಕಳ ಕಲಿಕೆಯನ್ನು ಸಂಭ್ರಮಿಸುವ ಉತ್ಸವ. [362, 937, 700, 970]
cell-no: 1 [594, 1262, 615, 1274]
table-row [594, 1285, 935, 1297]
table-row [594, 1262, 935, 1274]
tender2-signatures [593, 1383, 935, 1393]
story3-body-col2 [186, 736, 354, 1036]
story5-dateline: ಹೊಸಪೇಟೆ ಟೈಮ್ಸ್ ನ್ಯೂಸ್ [362, 926, 433, 936]
change-of-name-en-header: CHANGE OF NAME [710, 496, 938, 518]
tender2-ref: ಕ್ರಮಸಂಖ್ಯೆ:ನಸಹೊ/ಕಾಮ/15ನೇ ಹಣ ಟೆಂಡರ್/2024-25 [593, 1152, 738, 1160]
table-row [594, 1320, 935, 1332]
cell-amount: 15.00 [857, 1274, 935, 1286]
tender2-date-1: 1) ಟೆಂಡರ್‌ಗಳನ್ನು ಸ್ವೀಕರಿಸಲು ಕೊನೆಯ ದಿನಾಂಕ : 28-02-2025 ಸಂಜೆ 5.00 ಗಂಟೆವರೆಗೆ [593, 1208, 818, 1216]
masthead [0, 0, 945, 30]
tender1-signatures [713, 1064, 935, 1083]
story6-text-col1: ವಿಜಯನಗರ(ಹೊಸಪೇಟೆ): ಶ್ರೀ ಕ್ಷೇತ್ರ ಧರ್ಮಸ್ಥಳ ಗ್ರಾಮಾಭಿವೃದ್ಧಿ ಯೋಜನೆ ವತಿಯಿಂದ ಪ್ರತಿ ಬಾರಿ ಸ್ವಸಹಾಯ ಸಂಘಗಳ ಒಕ್ಕೂಟ ಪದಾಧಿಕಾರಿ ಗಳ ಮೂಲಕ ಗ್ರಾಮ ಗ್ರಾಮದಲ್ಲಿ ಸಾಮೂಹಿಕ ಶ್ರೀ ಸತ್ಯನಾರಾಯಣ ಪೂಜಾ ಹಾಗೂ ಧಾರ್ಮಿಕ ಸಭಾ ಕಾರ್ಯಕ್ರಮವನ್ನು ಮಂಗಳವಾರ ಹಮ್ಮಿಕೊಳ್ಳಲಾಗಿತ್ತು. ಈ ಕಾರ್ಯಕ್ರಮದಲ್ಲಿ 51 ಜೋಡಿ ವೃತ ದಾರಿಗಳು ಪಾಲ್ಗೊಂಡಿದ್ದರು. ಕಾರ್ಯಕ್ರಮದಲ್ಲಿ ಧರ್ಮಸ್ಥಳ ಸಂಸ್ಥೆಯ ಜಿಲ್ಲಾ ನಿರ್ದೇಶಕರು ಮಾತನಾಡಿ ಭಾರತ ದೇಶದಲ್ಲಿ ಸಮಾಜಪರ ಚಿಂತನೆಯುಳ್ಳ ಏಕೈಕ ಸಂಸ್ಥೆ ಎಂದರೆ ಅದು ಧರ್ಮಸ್ಥಳ ಸಂಸ್ಥೆ ಎಂದು ಹೇಳಿದರು. ಧಾರ್ಮಿಕ ಸಭಾ ಕಾರ್ಯಕ್ರಮದಲ್ಲಿ ಶ್ರೀ ಹಾಲ ಹಾಲೇಶ್ವರ ಮಹಾಸ್ವಾಮಿಗಳು ಆಶೀರ್ವಚನ ನೀಡಿದರು. [12, 1091, 180, 1214]
cell-no: 8 [594, 1343, 615, 1355]
table-row [594, 1367, 935, 1379]
column-divider [703, 100, 704, 1135]
tender2-body: 2024–25ನೇ ಸಾಲಿನ 15ನೇ ಹಣಕಾಸು ಯೋಜನೆಯ (Tied Grant) ಅನುದಾನದಡಿ ಕಾಮಗಾರಿಗಳಿಗೆ ಅರ್ಹ ಗುತ್ತಿಗೆದಾರರಿಂದ www.kppp.karnataka.gov.in ವೆಬ್‌ಸೈಟ್ ಮೂಲಕ ಟೆಂಡರ್ ಆಹ್ವಾನಿಸಲಾಗಿದೆ. [593, 1178, 935, 1196]
story2-body-col2 [533, 260, 699, 620]
tender2-table-body [594, 1262, 935, 1378]
table-row [594, 1297, 935, 1309]
cell-no: 9 [594, 1355, 615, 1367]
tender2-ref-row [593, 1152, 935, 1161]
story1-body-col2 [186, 247, 354, 559]
court-notice-top-court: ಗೌರವಾನ್ವಿತ ಪ್ರಧಾನ ಹಿರಿಯ ಸಿವಿಲ್ ನ್ಯಾಯಾಧೀಶರು ಮತ್ತು ಪ್ರಥಮ ದರ್ಜೆ ನ್ಯಾಯಿಕ ದಂಡಾಧಿಕಾರಿಗಳ ನ್ಯಾಯಾಲಯ, ಹೊಸಪೇಟೆ. [730, 159, 918, 177]
tender2-subject: ಟೆಂಡರ್‌ಗಳಿಗಾಗಿ (ಐ.ಎಫ್.ಟಿ.) ಪ್ರಕಟಣೆ(ಇ-ಪ್ರೊಕ್ಯೂರ್‌ಮೆಂಟ್ ಮುಖಾಂತರ) [593, 1162, 935, 1177]
story4-body-col2 [533, 652, 699, 752]
